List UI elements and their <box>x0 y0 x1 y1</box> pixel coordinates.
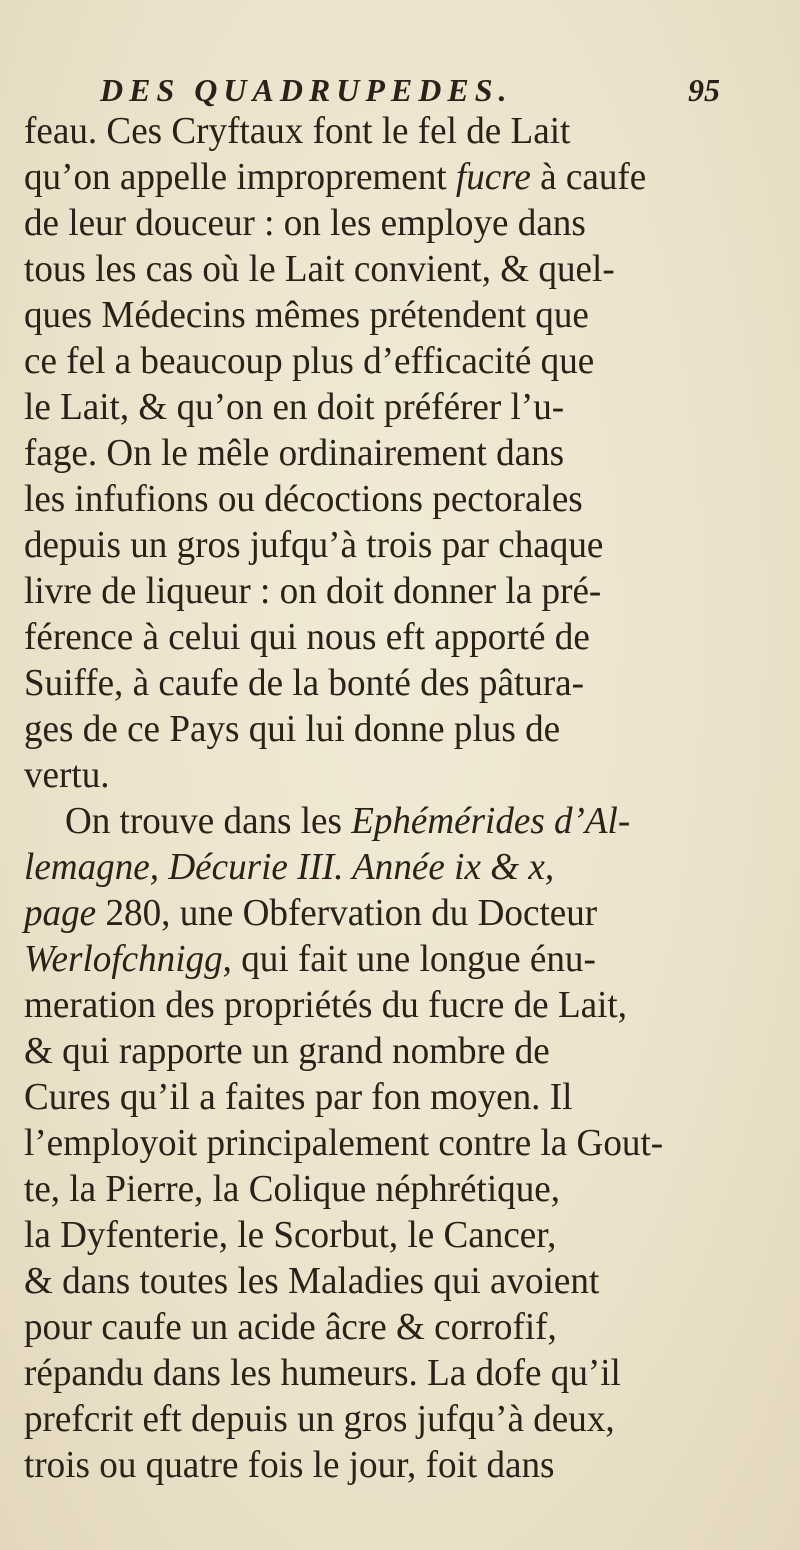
text-line: Werlofchnigg, qui fait une longue énu- <box>24 938 596 980</box>
text-line: trois ou quatre fois le jour, foit dans <box>24 1444 555 1486</box>
text-line: vertu. <box>24 754 110 796</box>
text-line: & dans toutes les Maladies qui avoient <box>24 1260 600 1302</box>
text-line: ques Médecins mêmes prétendent que <box>24 294 589 336</box>
text-line: feau. Ces Cryftaux font le fel de Lait <box>24 110 571 152</box>
text-line: fage. On le mêle ordinairement dans <box>24 432 565 474</box>
text-line: les infufions ou décoctions pectorales <box>24 478 583 520</box>
text-line: ges de ce Pays qui lui donne plus de <box>24 708 561 750</box>
text-line: prefcrit eft depuis un gros jufqu’à deux, <box>24 1398 615 1440</box>
text-line: l’employoit principalement contre la Gout- <box>24 1122 664 1164</box>
text-line: lemagne, Décurie III. Année ix & x, <box>24 846 555 888</box>
text-line: répandu dans les humeurs. La dofe qu’il <box>24 1352 621 1394</box>
text-line: la Dyfenterie, le Scorbut, le Cancer, <box>24 1214 557 1256</box>
text-line: le Lait, & qu’on en doit préférer l’u- <box>24 386 565 428</box>
body-text <box>24 108 800 1488</box>
text-line: ce fel a beaucoup plus d’efficacité que <box>24 340 595 382</box>
text-line: te, la Pierre, la Colique néphrétique, <box>24 1168 561 1210</box>
running-header <box>100 72 720 112</box>
text-line: On trouve dans les Ephémérides d’Al- <box>64 800 631 842</box>
text-line: Suiffe, à caufe de la bonté des pâtura- <box>24 662 585 704</box>
text-line: pour caufe un acide âcre & corrofif, <box>24 1306 557 1348</box>
text-line: depuis un gros jufqu’à trois par chaque <box>24 524 604 566</box>
text-line: qu’on appelle improprement fucre à caufe <box>24 156 647 198</box>
text-line: page 280, une Obfervation du Docteur <box>24 892 598 934</box>
text-line: de leur douceur : on les employe dans <box>24 202 586 244</box>
text-line: meration des propriétés du fucre de Lait, <box>24 984 628 1026</box>
text-line: férence à celui qui nous eft apporté de <box>24 616 590 658</box>
running-title: DES QUADRUPEDES. <box>100 72 513 108</box>
text-line: livre de liqueur : on doit donner la pré- <box>24 570 602 612</box>
page-number: 95 <box>688 72 720 108</box>
text-line: tous les cas où le Lait convient, & quel- <box>24 248 615 290</box>
text-line: Cures qu’il a faites par fon moyen. Il <box>24 1076 573 1118</box>
text-line: & qui rapporte un grand nombre de <box>24 1030 550 1072</box>
